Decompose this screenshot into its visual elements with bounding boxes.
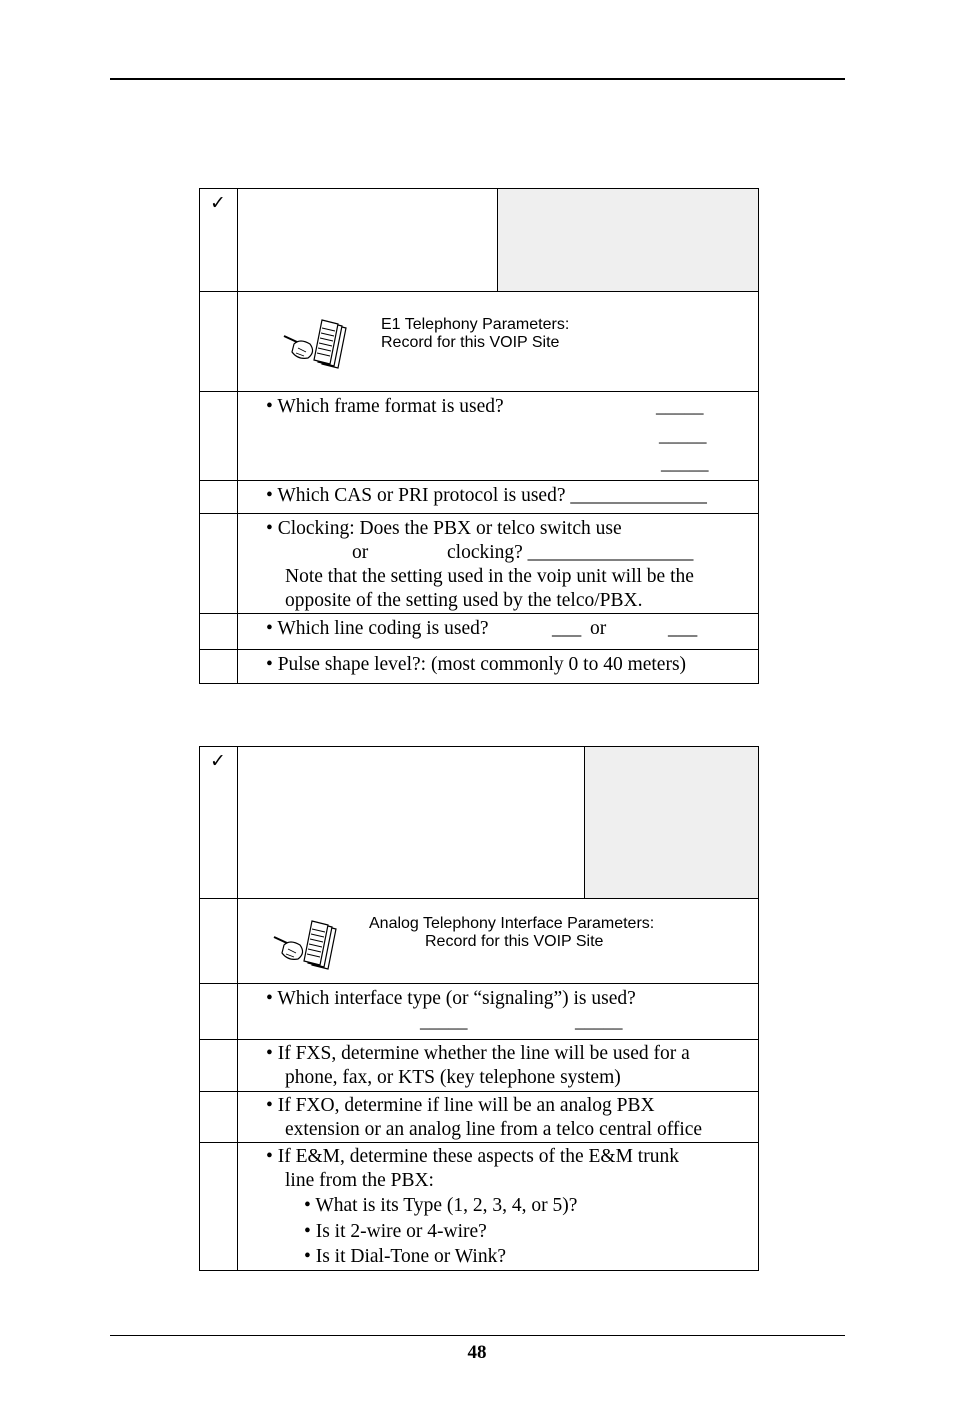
em-wire-item: • Is it 2-wire or 4-wire?: [304, 1221, 487, 1242]
interface-type-question: • Which interface type (or “signaling”) is used?: [266, 988, 636, 1009]
check-cell: [200, 292, 238, 391]
clocking-note-1: Note that the setting used in the voip unit will be the: [285, 566, 694, 587]
check-cell: [200, 984, 238, 1039]
checkmark-icon: ✓: [210, 192, 226, 214]
clocking-question: • Clocking: Does the PBX or telco switch use: [266, 518, 622, 539]
e1-note-row: [200, 291, 758, 391]
frame-blank-3: _____: [661, 453, 709, 474]
analog-checklist-table: [199, 746, 759, 1271]
header-rule: [110, 78, 845, 80]
check-cell: [200, 1092, 238, 1142]
coding-blank-2: ___: [668, 618, 698, 639]
e1-checklist-table: [199, 188, 759, 684]
check-cell: [200, 650, 238, 683]
notepad-pen-icon: [270, 919, 362, 971]
clocking-or: or: [352, 542, 369, 563]
e1-clock-row: [200, 513, 758, 613]
analog-note-row: [200, 898, 758, 983]
e1-cas-cell: [238, 481, 758, 513]
analog-header-row: [200, 747, 758, 898]
page-number: 48: [467, 1342, 487, 1363]
e1-coding-row: [200, 613, 758, 649]
e1-note-subtitle: Record for this VOIP Site: [381, 334, 560, 351]
check-cell: [200, 1143, 238, 1270]
pulse-shape-question: • Pulse shape level?: (most commonly 0 to 40 meters): [266, 654, 687, 675]
analog-iface-row: [200, 983, 758, 1039]
analog-fxo-row: [200, 1091, 758, 1142]
e1-clock-cell: [238, 514, 758, 613]
analog-fxo-cell: [238, 1092, 758, 1142]
e1-header-cell: [238, 189, 497, 291]
coding-blank-1: ___: [552, 618, 582, 639]
check-column: [200, 189, 238, 291]
frame-blank-1: _____: [656, 396, 704, 417]
fxo-question-2: extension or an analog line from a telco central office: [285, 1119, 703, 1140]
check-cell: [200, 1040, 238, 1091]
e1-pulse-cell: [238, 650, 758, 683]
em-type-item: • What is its Type (1, 2, 3, 4, or 5)?: [304, 1195, 578, 1216]
line-coding-question: • Which line coding is used?: [266, 618, 489, 639]
iface-blank-1: _____: [420, 1011, 468, 1032]
clocking-blank: clocking? _________________: [447, 542, 694, 563]
e1-header-row: [200, 189, 758, 291]
e1-note-title: E1 Telephony Parameters:: [381, 316, 570, 333]
e1-pulse-row: [200, 649, 758, 683]
e1-coding-cell: [238, 614, 758, 649]
em-question-1: • If E&M, determine these aspects of the E&M trunk: [266, 1146, 679, 1167]
e1-note-cell: [238, 292, 758, 391]
frame-format-question: • Which frame format is used?: [266, 396, 504, 417]
check-cell: [200, 899, 238, 983]
fxs-question-1: • If FXS, determine whether the line will be used for a: [266, 1043, 690, 1064]
frame-blank-2: _____: [659, 425, 707, 446]
analog-fxs-row: [200, 1039, 758, 1091]
e1-header-shaded-cell: [497, 189, 758, 291]
analog-iface-cell: [238, 984, 758, 1039]
check-cell: [200, 392, 238, 480]
em-signal-item: • Is it Dial-Tone or Wink?: [304, 1246, 506, 1267]
e1-cas-row: [200, 480, 758, 513]
footer-rule: [110, 1335, 845, 1336]
check-column: [200, 747, 238, 898]
e1-frame-row: [200, 391, 758, 480]
analog-header-cell: [238, 747, 584, 898]
check-cell: [200, 514, 238, 613]
clocking-note-2: opposite of the setting used by the telco/PBX.: [285, 590, 643, 611]
analog-note-subtitle: Record for this VOIP Site: [425, 933, 604, 950]
iface-blank-2: _____: [575, 1011, 623, 1032]
check-cell: [200, 481, 238, 513]
analog-em-row: [200, 1142, 758, 1270]
fxo-question-1: • If FXO, determine if line will be an analog PBX: [266, 1095, 655, 1116]
check-cell: [200, 614, 238, 649]
checkmark-icon: ✓: [210, 750, 226, 772]
notepad-pen-icon: [280, 318, 372, 370]
e1-frame-cell: [238, 392, 758, 480]
coding-or: or: [590, 618, 607, 639]
analog-em-cell: [238, 1143, 758, 1270]
analog-note-title: Analog Telephony Interface Parameters:: [369, 915, 655, 932]
em-question-2: line from the PBX:: [285, 1170, 434, 1191]
cas-pri-question: • Which CAS or PRI protocol is used? ______________: [266, 485, 707, 506]
fxs-question-2: phone, fax, or KTS (key telephone system): [285, 1067, 621, 1088]
analog-fxs-cell: [238, 1040, 758, 1091]
analog-note-cell: [238, 899, 758, 983]
analog-header-shaded-cell: [584, 747, 758, 898]
